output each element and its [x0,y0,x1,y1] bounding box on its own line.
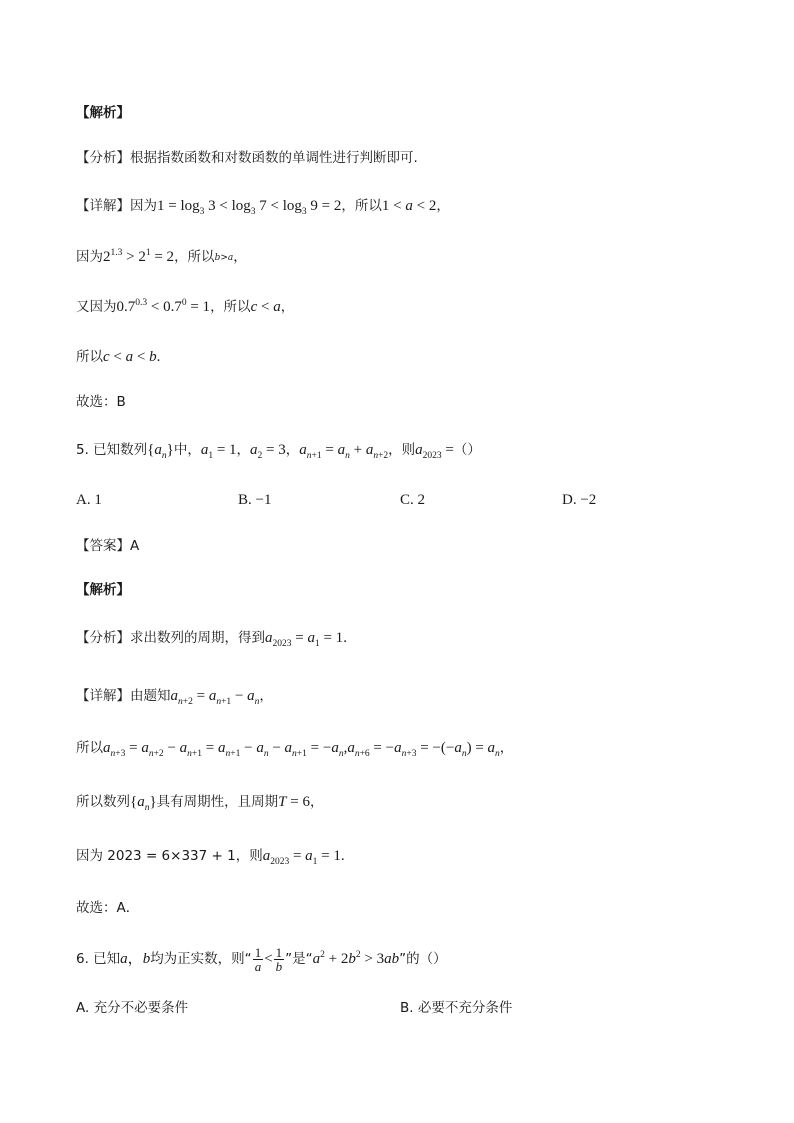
because-2023-text: 因为 2023 = 6×337 + 1，则 [76,848,263,864]
so-text: 所以 [76,740,103,756]
a2023-result: $a_{2023} = a_1 = 1$ [262,848,341,867]
a2-value: $a_2 = 3$ [250,442,286,461]
then-text: ，则 [388,442,416,458]
comma: ， [309,794,324,810]
rearranged-recurrence: $a_{n+2} = a_{n+1} - a_n$ [170,688,260,707]
b-greater-a: b>a [214,253,234,263]
sequence-notation: $\{a_n\}$ [130,794,157,813]
question-end: ”的（） [399,951,447,967]
question-5 [76,440,481,460]
solution-line-1 [76,196,450,216]
comma: ， [236,442,251,458]
choice-a: 故选：A． [76,900,140,916]
option-b: B. −1 [238,492,272,508]
so-text: 所以 [76,349,103,365]
question-lead: 5. 已知数列 [76,442,148,458]
option-a: A. 1 [76,492,102,508]
blank-parens: （） [453,442,481,458]
is-text: ”是“ [285,951,313,967]
comma: ， [285,442,300,458]
final-order: c < a < b [103,349,157,365]
comma: ， [436,198,450,214]
because-text: 因为 [76,249,103,265]
solution-5-line-3 [76,792,323,812]
so-text: ，所以 [341,198,382,214]
middle-text: 中， [173,442,201,458]
solution-line-2 [76,247,247,268]
solution-line-3 [76,297,294,317]
comma: ， [259,688,273,704]
analysis-text: 【分析】根据指数函数和对数函数的单调性进行判断即可. [76,150,418,166]
quadratic-inequality: $a^2 + 2b^2 > 3ab$ [312,950,400,967]
exp-inequality: $2^{1.3} > 2^1 = 2$ [103,248,175,265]
period-value: T = 6 [278,794,310,810]
option-6-b: B. 必要不充分条件 [400,1000,513,1016]
solution-lead: 【详解】因为 [76,198,157,214]
solution-lead: 【详解】由题知 [76,688,171,704]
c-less-a: c < a [250,299,281,315]
period-derivation: $a_{n+3} = a_{n+2} - a_{n+1} = a_{n+1} - a_n - a_{n+1} = -a_n,a_{n+6} = -a_{n+3} = -(-a_n) = a_n$ [103,740,500,759]
option-d: D. −2 [562,492,597,508]
choice-b: 故选：B [76,394,126,410]
comma: ， [499,740,514,756]
a2023-equals-a1: $a_{2023} = a_1 = 1$ [265,630,344,649]
periodic-text: 具有周期性，且周期 [156,794,279,810]
a-b-vars: a，b [120,951,151,967]
a2023-query: $a_{2023}$ = [415,442,454,461]
analysis-heading: 【解析】 [76,105,130,121]
analysis-text-2 [76,628,347,648]
fraction-inequality: $\frac{1}{a}$ < $\frac{1}{b}$ [254,945,283,975]
recurrence: $a_{n+1} = a_n + a_{n+2}$ [299,442,389,461]
a-range: 1 < a < 2 [381,198,437,214]
so-text: ，所以 [174,249,215,265]
so-sequence-text: 所以数列 [76,794,130,810]
option-c: C. 2 [400,492,426,508]
also-because-text: 又因为 [76,299,117,315]
question-lead: 6. 已知 [76,951,121,967]
power-inequality: $0.7^{0.3} < 0.7^0 = 1$ [116,298,211,315]
a1-value: $a_1 = 1$ [200,442,237,461]
period: . [156,349,161,365]
option-6-a: A. 充分不必要条件 [76,1000,189,1016]
comma: ， [233,249,247,265]
analysis-lead: 【分析】求出数列的周期，得到 [76,630,265,646]
period: . [340,848,345,864]
so-text: ，所以 [210,299,251,315]
period: . [343,630,347,646]
solution-5-line-1 [76,686,273,706]
answer-5: 【答案】A [76,538,140,554]
comma: ， [280,299,295,315]
question-6 [76,944,447,974]
solution-line-4 [76,347,160,367]
positive-real-text: 均为正实数，则“ [150,951,252,967]
sequence-notation: $\{a_n\}$ [147,442,174,461]
log-inequality: $1 = \log_3 3 < \log_3 7 < \log_3 9 = 2$ [157,198,342,217]
solution-5-line-4 [76,846,345,866]
analysis-heading-2: 【解析】 [76,582,130,598]
solution-5-line-2 [76,738,513,758]
